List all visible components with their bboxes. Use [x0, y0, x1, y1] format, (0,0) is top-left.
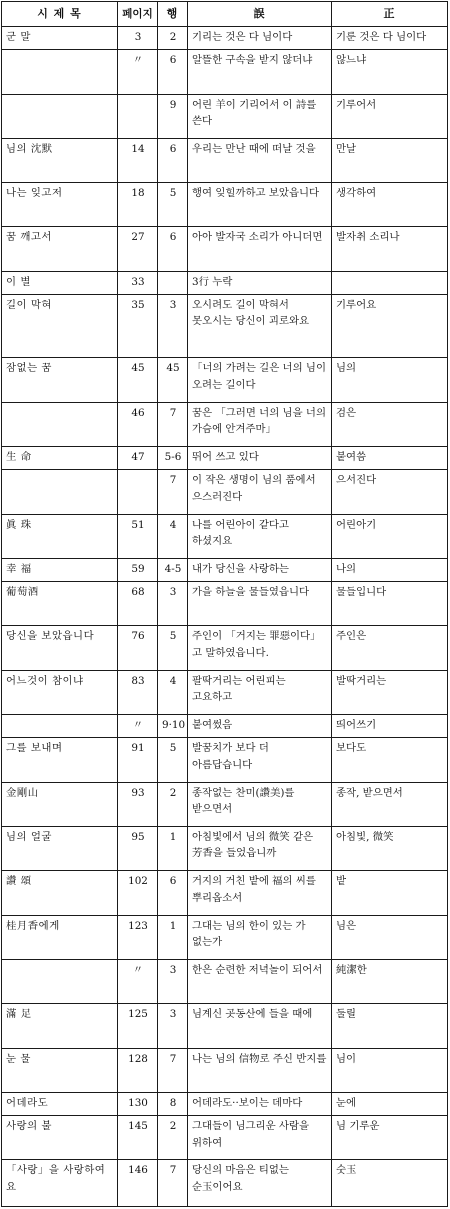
poem-title-cell: 桂月香에게 [2, 915, 118, 959]
page-cell: 128 [118, 1048, 158, 1092]
table-row [2, 358, 448, 402]
wrong-text-cell: 꿈은 「그러면 너의 님을 너의 가슴에 안겨주마」 [188, 402, 332, 446]
wrong-text-cell: 아침빛에서 님의 微笑 같은 芳香을 들었읍니까 [188, 826, 332, 870]
page-cell: 46 [118, 402, 158, 446]
table-row [2, 782, 448, 826]
wrong-text-cell: 이 작은 생명이 님의 품에서 으스러진다 [188, 470, 332, 514]
table-row [2, 227, 448, 271]
page-cell: 146 [118, 1160, 158, 1207]
poem-title-cell: 眞 珠 [2, 514, 118, 558]
page-cell: 47 [118, 447, 158, 470]
poem-title-cell: 그를 보내며 [2, 738, 118, 782]
table-row [2, 50, 448, 94]
correct-text-cell: 님은 [332, 915, 448, 959]
wrong-text-cell: 발꿈치가 보다 더 아름답습니다 [188, 738, 332, 782]
page-cell: 27 [118, 227, 158, 271]
line-cell: 1 [158, 826, 188, 870]
line-cell: 3 [158, 959, 188, 1003]
correct-text-cell: 純潔한 [332, 959, 448, 1003]
correct-text-cell: 발자취 소리나 [332, 227, 448, 271]
poem-title-cell: 꿈 깨고서 [2, 227, 118, 271]
poem-title-cell [2, 959, 118, 1003]
page-cell: 102 [118, 871, 158, 915]
poem-title-cell [2, 50, 118, 94]
table-row [2, 94, 448, 138]
page-cell: 51 [118, 514, 158, 558]
wrong-text-cell: 내가 당신을 사랑하는 [188, 558, 332, 581]
line-cell: 2 [158, 782, 188, 826]
table-row [2, 1116, 448, 1160]
page-cell: 〃 [118, 959, 158, 1003]
line-cell: 4 [158, 670, 188, 714]
line-cell: 9 [158, 94, 188, 138]
table-row [2, 27, 448, 50]
correct-text-cell: 주인은 [332, 626, 448, 670]
poem-title-cell [2, 470, 118, 514]
page-cell: 125 [118, 1004, 158, 1048]
correct-text-cell: 둘릴 [332, 1004, 448, 1048]
line-cell: 2 [158, 1116, 188, 1160]
wrong-text-cell: 나는 님의 信物로 주신 반지를 [188, 1048, 332, 1092]
wrong-text-cell: 팔딱거리는 어린피는 고요하고 [188, 670, 332, 714]
correct-text-cell: 아침빛, 微笑 [332, 826, 448, 870]
line-cell: 3 [158, 294, 188, 357]
page-cell: 3 [118, 27, 158, 50]
poem-title-cell: 눈 물 [2, 1048, 118, 1092]
page-cell: 33 [118, 271, 158, 294]
correct-text-cell: 않느냐 [332, 50, 448, 94]
header-right: 正 [332, 2, 448, 27]
wrong-text-cell: 가을 하늘을 물들였읍니다 [188, 582, 332, 626]
page-cell: 130 [118, 1092, 158, 1115]
line-cell: 6 [158, 871, 188, 915]
correct-text-cell: 생각하여 [332, 183, 448, 227]
page-cell: 〃 [118, 50, 158, 94]
page-cell: 59 [118, 558, 158, 581]
errata-table [1, 1, 448, 1207]
line-cell: 45 [158, 358, 188, 402]
poem-title-cell: 이 별 [2, 271, 118, 294]
table-row [2, 670, 448, 714]
poem-title-cell: 葡萄酒 [2, 582, 118, 626]
wrong-text-cell: 「너의 가려는 길은 너의 님이 오려는 길이다 [188, 358, 332, 402]
line-cell: 4 [158, 514, 188, 558]
table-row [2, 138, 448, 182]
correct-text-cell: 보다도 [332, 738, 448, 782]
line-cell: 7 [158, 402, 188, 446]
line-cell: 6 [158, 50, 188, 94]
wrong-text-cell: 어데라도··보이는 데마다 [188, 1092, 332, 1115]
line-cell: 4-5 [158, 558, 188, 581]
page-cell: 76 [118, 626, 158, 670]
correct-text-cell: 기룬 것은 다 님이다 [332, 27, 448, 50]
page-cell: 45 [118, 358, 158, 402]
table-row [2, 826, 448, 870]
poem-title-cell [2, 94, 118, 138]
table-body [2, 27, 448, 1207]
line-cell: 7 [158, 470, 188, 514]
page-cell: 95 [118, 826, 158, 870]
poem-title-cell: 당신을 보았읍니다 [2, 626, 118, 670]
line-cell: 8 [158, 1092, 188, 1115]
header-wrong: 誤 [188, 2, 332, 27]
line-cell: 9·10 [158, 715, 188, 738]
correct-text-cell: 나의 [332, 558, 448, 581]
header-row [2, 2, 448, 27]
correct-text-cell: 발딱거리는 [332, 670, 448, 714]
poem-title-cell: 님의 얼굴 [2, 826, 118, 870]
table-row [2, 447, 448, 470]
line-cell: 3 [158, 582, 188, 626]
poem-title-cell: 幸 福 [2, 558, 118, 581]
line-cell: 1 [158, 915, 188, 959]
poem-title-cell: 잠없는 꿈 [2, 358, 118, 402]
table-row [2, 402, 448, 446]
correct-text-cell [332, 271, 448, 294]
table-row [2, 582, 448, 626]
correct-text-cell: 만날 [332, 138, 448, 182]
line-cell: 5 [158, 738, 188, 782]
table-row [2, 871, 448, 915]
header-line: 행 [158, 2, 188, 27]
table-row [2, 1092, 448, 1115]
poem-title-cell: 나는 잊고저 [2, 183, 118, 227]
poem-title-cell: 讚 頌 [2, 871, 118, 915]
correct-text-cell: 기루어서 [332, 94, 448, 138]
wrong-text-cell: 우리는 만난 때에 떠날 것을 [188, 138, 332, 182]
poem-title-cell: 어느것이 참이냐 [2, 670, 118, 714]
page-cell: 123 [118, 915, 158, 959]
table-row [2, 294, 448, 357]
wrong-text-cell: 당신의 마음은 티없는 순玉이어요 [188, 1160, 332, 1207]
table-row [2, 514, 448, 558]
line-cell: 7 [158, 1048, 188, 1092]
table-row [2, 1004, 448, 1048]
poem-title-cell: 어데라도 [2, 1092, 118, 1115]
line-cell: 5 [158, 183, 188, 227]
correct-text-cell: 님 기루운 [332, 1116, 448, 1160]
wrong-text-cell: 그대들이 님그리운 사람을 위하여 [188, 1116, 332, 1160]
table-row [2, 959, 448, 1003]
wrong-text-cell: 알뜰한 구속을 받지 않더냐 [188, 50, 332, 94]
wrong-text-cell: 행여 잊힐까하고 보았읍니다 [188, 183, 332, 227]
poem-title-cell: 길이 막혀 [2, 294, 118, 357]
correct-text-cell: 눈에 [332, 1092, 448, 1115]
poem-title-cell: 님의 沈默 [2, 138, 118, 182]
header-page: 페이지 [118, 2, 158, 27]
page-cell [118, 94, 158, 138]
line-cell: 6 [158, 138, 188, 182]
wrong-text-cell: 3行 누락 [188, 271, 332, 294]
correct-text-cell: 검은 [332, 402, 448, 446]
poem-title-cell [2, 715, 118, 738]
correct-text-cell: 물들입니다 [332, 582, 448, 626]
page-cell: 35 [118, 294, 158, 357]
page-cell [118, 470, 158, 514]
wrong-text-cell: 거지의 거친 밭에 福의 씨를 뿌리옵소서 [188, 871, 332, 915]
line-cell: 6 [158, 227, 188, 271]
wrong-text-cell: 한은 순련한 저녁놀이 되어서 [188, 959, 332, 1003]
poem-title-cell: 生 命 [2, 447, 118, 470]
correct-text-cell: 숫玉 [332, 1160, 448, 1207]
poem-title-cell: 滿 足 [2, 1004, 118, 1048]
table-row [2, 558, 448, 581]
page-cell: 14 [118, 138, 158, 182]
wrong-text-cell: 어린 羊이 기리어서 이 詩를 쓴다 [188, 94, 332, 138]
correct-text-cell: 붙여씀 [332, 447, 448, 470]
page-cell: 91 [118, 738, 158, 782]
wrong-text-cell: 종작없는 찬미(讚美)를 받으면서 [188, 782, 332, 826]
correct-text-cell: 님이 [332, 1048, 448, 1092]
table-row [2, 1160, 448, 1207]
table-row [2, 915, 448, 959]
poem-title-cell: 「사랑」을 사랑하여요 [2, 1160, 118, 1207]
correct-text-cell: 종작, 받으면서 [332, 782, 448, 826]
table-row [2, 470, 448, 514]
line-cell: 7 [158, 1160, 188, 1207]
wrong-text-cell: 아아 발자국 소리가 아니더면 [188, 227, 332, 271]
line-cell: 5 [158, 626, 188, 670]
correct-text-cell: 띄어쓰기 [332, 715, 448, 738]
line-cell [158, 271, 188, 294]
correct-text-cell: 어린아기 [332, 514, 448, 558]
table-row [2, 1048, 448, 1092]
header-title: 시 제 목 [2, 2, 118, 27]
errata-table-container [1, 1, 447, 1207]
line-cell: 2 [158, 27, 188, 50]
table-row [2, 183, 448, 227]
wrong-text-cell: 붙여썼음 [188, 715, 332, 738]
wrong-text-cell: 님계신 곳동산에 들을 때에 [188, 1004, 332, 1048]
correct-text-cell: 밭 [332, 871, 448, 915]
poem-title-cell: 군 말 [2, 27, 118, 50]
table-row [2, 715, 448, 738]
table-header [2, 2, 448, 27]
correct-text-cell: 기루어요 [332, 294, 448, 357]
page-cell: 〃 [118, 715, 158, 738]
wrong-text-cell: 오시려도 길이 막혀서 못오시는 당신이 괴로와요 [188, 294, 332, 357]
correct-text-cell: 님의 [332, 358, 448, 402]
page-cell: 18 [118, 183, 158, 227]
wrong-text-cell: 주인이 「거지는 罪惡이다」고 말하였읍니다. [188, 626, 332, 670]
page-cell: 145 [118, 1116, 158, 1160]
poem-title-cell: 金剛山 [2, 782, 118, 826]
wrong-text-cell: 나를 어린아이 같다고 하셨지요 [188, 514, 332, 558]
wrong-text-cell: 그대는 님의 한이 있는 가 없는가 [188, 915, 332, 959]
wrong-text-cell: 뛰어 쓰고 있다 [188, 447, 332, 470]
table-row [2, 626, 448, 670]
line-cell: 5-6 [158, 447, 188, 470]
page-cell: 83 [118, 670, 158, 714]
poem-title-cell [2, 402, 118, 446]
line-cell: 3 [158, 1004, 188, 1048]
table-row [2, 738, 448, 782]
wrong-text-cell: 기리는 것은 다 님이다 [188, 27, 332, 50]
correct-text-cell: 으서진다 [332, 470, 448, 514]
table-row [2, 271, 448, 294]
page-cell: 68 [118, 582, 158, 626]
poem-title-cell: 사랑의 불 [2, 1116, 118, 1160]
page-cell: 93 [118, 782, 158, 826]
